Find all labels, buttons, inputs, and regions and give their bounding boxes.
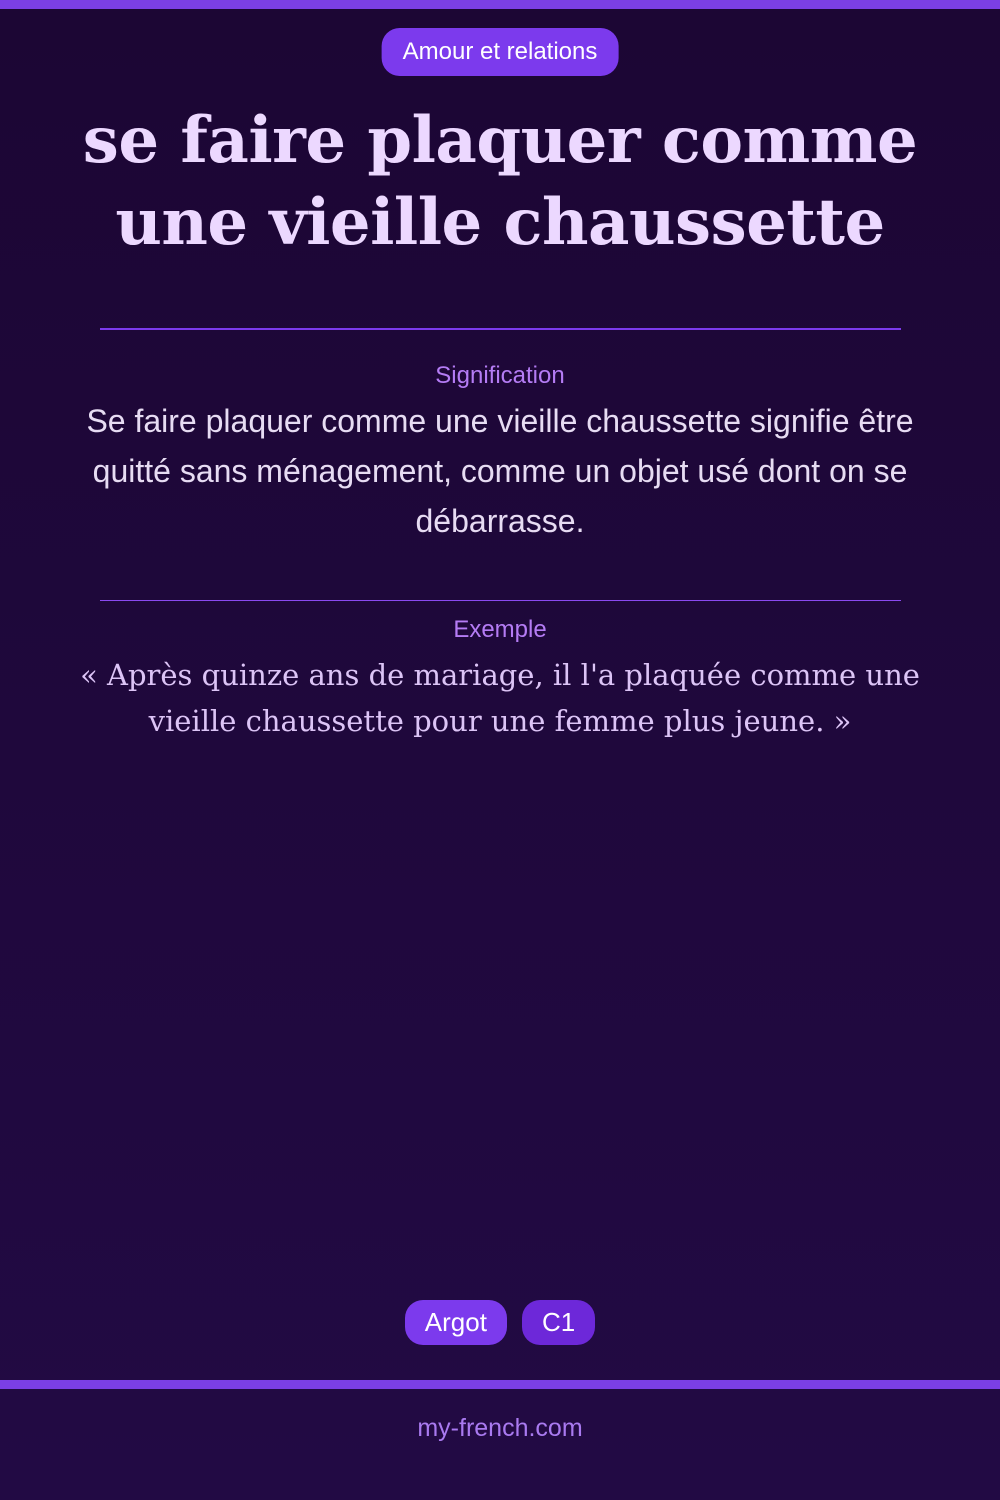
- tag-list: [0, 1300, 1000, 1345]
- expression-title: se faire plaquer comme une vieille chaussette: [82, 103, 918, 260]
- example-text: « Après quinze ans de mariage, il l'a plaquée comme une vieille chaussette pour une femme plus jeune. »: [80, 658, 920, 738]
- example-label: Exemple: [453, 616, 547, 643]
- site-footer: my-french.com: [417, 1414, 583, 1442]
- tag-register: Argot: [405, 1300, 507, 1345]
- top-accent-bar: [0, 0, 1000, 9]
- divider-top: [100, 328, 901, 330]
- meaning-text: Se faire plaquer comme une vieille chaussette signifie être quitté sans ménagement, comme un objet usé dont on se débarrasse.: [86, 403, 914, 539]
- tag-level: C1: [522, 1300, 595, 1345]
- divider-middle: [100, 600, 901, 601]
- category-badge: Amour et relations: [382, 28, 619, 76]
- bottom-accent-bar: [0, 1380, 1000, 1389]
- meaning-label: Signification: [435, 362, 565, 389]
